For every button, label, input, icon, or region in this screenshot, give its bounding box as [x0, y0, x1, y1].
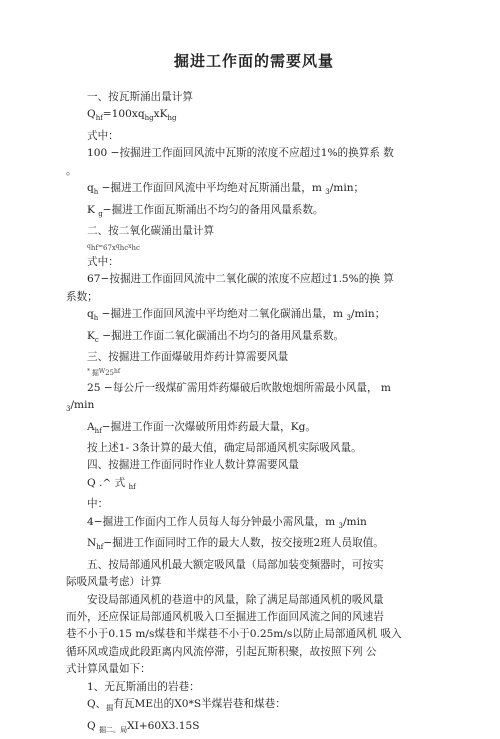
subscript: hg: [144, 114, 154, 123]
text-line: [66, 661, 442, 678]
line-text: q: [87, 242, 91, 250]
line-text: hf: [114, 368, 121, 376]
text-line: [66, 718, 442, 739]
line-text: q: [115, 242, 120, 250]
line-text: −掘进工作面一次爆破所用炸药最大量，Kg。: [101, 420, 317, 433]
subscript: 3: [338, 521, 343, 530]
text-line: [66, 475, 442, 497]
text-line: [66, 180, 442, 202]
text-line: [66, 574, 442, 591]
line-text: xK: [153, 108, 168, 121]
subscript: 掘二。: [99, 725, 121, 734]
line-text: 循环风或造成此段距离内风流停滞，引起瓦斯积聚，故按照下列 公: [66, 645, 377, 658]
line-text: /min: [70, 399, 95, 412]
line-text: −掘进工作面回风流中平均绝对二氧化碳涌出量，m: [98, 307, 347, 320]
text-line: [66, 106, 442, 128]
text-line: [66, 289, 442, 306]
line-text: /min；: [350, 307, 386, 320]
subscript: 掘: [106, 704, 114, 713]
subscript: hf: [90, 243, 98, 252]
line-text: 式中：: [87, 255, 119, 268]
text-line: [66, 592, 442, 609]
text-line: [66, 202, 442, 224]
text-line: [66, 514, 442, 536]
text-line: [66, 241, 442, 254]
line-text: −掘进工作面瓦斯涌出不均匀的备用风量系数。: [102, 203, 324, 216]
line-text: 中：: [87, 498, 109, 511]
line-text: Q: [87, 719, 100, 732]
line-text: 际吸风量考虑）计算: [66, 576, 162, 589]
line-text: 三、按掘进工作面爆破用炸药计算需要风量: [87, 351, 289, 364]
line-text: q: [87, 307, 94, 320]
text-line: [66, 557, 442, 574]
text-line: [66, 306, 442, 328]
line-text: 四、按掘进工作面同时作业人数计算需要风量: [87, 459, 299, 472]
text-line: [66, 380, 442, 397]
text-line: [66, 163, 442, 180]
text-line: [66, 145, 442, 162]
line-text: 系数；: [66, 290, 98, 303]
line-text: −掘进工作面回风流中平均绝对瓦斯涌出量，m: [98, 182, 326, 195]
text-line: [66, 679, 442, 696]
line-text: 100 −按掘进工作面回风流中瓦斯的浓度不应超过1%的换算系 数: [87, 147, 394, 160]
line-text: /min: [342, 515, 367, 528]
text-line: [66, 89, 442, 106]
line-text: /min；: [329, 182, 365, 195]
text-line: [66, 609, 442, 626]
subscript: hc: [131, 243, 140, 252]
line-text: −掘进工作面同时工作的最大人数，按交接班2班人员取值。: [103, 537, 384, 550]
document-title: 掘进工作面的需要风量: [173, 52, 334, 70]
text-line: [66, 397, 442, 419]
line-text: 1、无瓦斯涌出的岩巷：: [87, 680, 200, 693]
line-text: 安设局部通风机的巷道中的风量，除了满足局部通风机的吸风量: [87, 593, 384, 606]
subscript: hg: [167, 114, 177, 123]
text-line: [66, 328, 442, 350]
line-text: 一、按瓦斯涌出量计算: [87, 91, 193, 103]
line-text: =: [97, 242, 103, 250]
subscript: 掘: [91, 369, 99, 378]
text-line: [66, 254, 442, 271]
text-line: [66, 457, 442, 474]
text-line: [66, 419, 442, 441]
line-text: x: [128, 242, 132, 250]
line-text: Q、: [87, 698, 107, 711]
text-line: [66, 349, 442, 366]
line-text: 按上述1- 3条计算的最大值，确定局部通风机实际吸风量。: [87, 442, 362, 455]
line-text: Q .^ 式: [87, 476, 129, 489]
line-text: XI+60X3.15S: [127, 719, 200, 732]
line-text: 式中：: [87, 129, 119, 142]
line-text: 式计算风量如下：: [66, 663, 151, 676]
line-text: 巷不小于0.15 m/s煤巷和半煤巷不小于0.25m/s以防止局部通风机 吸入: [66, 628, 402, 641]
text-line: [66, 271, 442, 288]
subscript: 67x: [102, 243, 116, 252]
line-text: 二、按二氧化碳涌出量计算: [87, 225, 215, 238]
subscript: hf: [128, 482, 136, 491]
subscript: 25: [105, 369, 115, 378]
subscript: h: [93, 314, 99, 323]
line-text: Q: [87, 108, 96, 121]
line-text: N: [87, 537, 97, 550]
subscript: h: [93, 188, 99, 197]
text-line: [66, 535, 442, 557]
line-text: 而外，还应保证局部通风机吸入口至掘进工作面回风流之间的风速岩: [66, 611, 384, 624]
text-line: [66, 128, 442, 145]
line-text: A: [87, 420, 95, 433]
line-text: K: [87, 203, 99, 216]
line-text: 25 −每公斤一级煤矿需用炸药爆破后吹散炮烟所需最小风量， m: [87, 381, 391, 394]
text-line: [66, 626, 442, 643]
line-text: W: [98, 368, 106, 376]
subscript: hf: [96, 543, 104, 552]
text-line: [66, 223, 442, 240]
document-body: [66, 89, 442, 739]
line-text: =100xq: [102, 108, 145, 121]
line-text: K: [87, 329, 95, 342]
subscript: 3: [346, 314, 351, 323]
line-text: 有瓦ME出的X0*S半煤岩巷和煤巷：: [113, 698, 286, 711]
line-text: 4−掘进工作面内工作人员每人每分钟最小需风量，m: [87, 515, 339, 528]
subscript: hf: [94, 426, 102, 435]
line-text: −掘进工作面二氧化碳涌出不均匀的备用风量系数。: [98, 329, 345, 342]
line-text: q: [87, 182, 94, 195]
subscript: g: [98, 209, 103, 218]
text-line: [66, 496, 442, 513]
subscript: 3: [66, 405, 71, 414]
text-line: [66, 644, 442, 661]
subscript: 局: [120, 725, 128, 734]
text-line: [66, 440, 442, 457]
subscript: hc: [119, 243, 129, 252]
line-text: *: [87, 368, 92, 376]
line-text: 67−按掘进工作面回风流中二氧化碳的浓度不应超过1.5%的换 算: [87, 273, 394, 286]
line-text: 。: [66, 164, 77, 177]
subscript: 3: [325, 188, 330, 197]
subscript: hf: [95, 114, 103, 123]
text-line: [66, 366, 442, 379]
subscript: c: [94, 335, 99, 344]
line-text: 五、按局部通风机最大额定吸风量（局部加装变频器时，可按实: [87, 558, 384, 571]
